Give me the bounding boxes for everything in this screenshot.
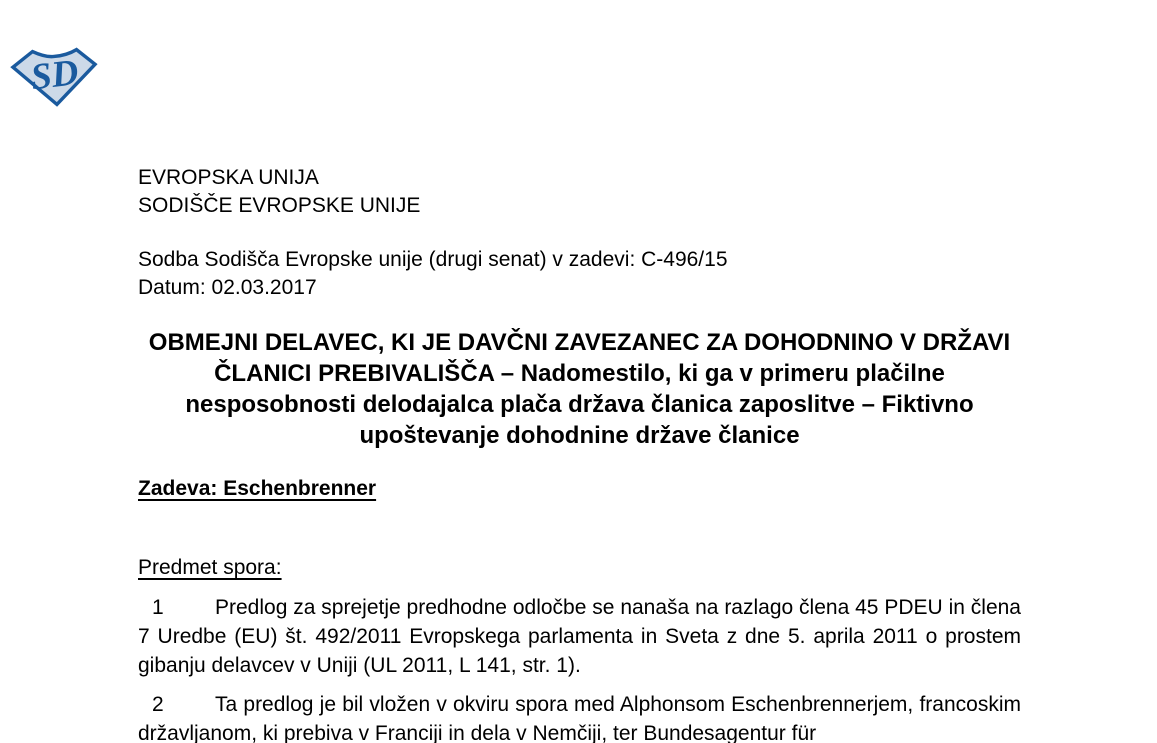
court-sd-shield-logo	[10, 46, 98, 108]
paragraph	[138, 593, 1021, 680]
judgment-date-line: Datum: 02.03.2017	[138, 276, 317, 299]
header-institution-line2: SODIŠČE EVROPSKE UNIJE	[138, 194, 421, 217]
case-name-label: Zadeva: Eschenbrenner	[138, 477, 377, 500]
paragraph	[138, 690, 1021, 743]
case-info	[138, 246, 1021, 302]
section-heading-label: Predmet spora:	[138, 556, 282, 579]
section-heading	[138, 556, 1021, 580]
judgment-reference-line: Sodba Sodišča Evropske unije (drugi senat) v zadevi: C-496/15	[138, 248, 728, 271]
document-title: OBMEJNI DELAVEC, KI JE DAVČNI ZAVEZANEC ZA DOHODNINO V DRŽAVI ČLANICI PREBIVALIŠČA – Nadomestilo, ki ga v primeru plačilne nesposobnosti delodajalca plača država članica zaposlitve – Fiktivno upoštevanje dohodnine države članice	[148, 329, 1011, 449]
paragraph-number: 1	[152, 596, 164, 619]
case-name-heading	[138, 477, 1021, 501]
document-header	[138, 164, 1021, 220]
paragraph-text: Ta predlog je bil vložen v okviru spora med Alphonsom Eschenbrennerjem, francoskim državljanom, ki prebiva v Franciji in dela v Nemčiji, ter Bundesagentur für	[138, 693, 1021, 743]
body-paragraphs	[138, 593, 1021, 743]
paragraph-text: Predlog za sprejetje predhodne odločbe se nanaša na razlago člena 45 PDEU in člena 7 Uredbe (EU) št. 492/2011 Evropskega parlamenta in Sveta z dne 5. aprila 2011 o prostem gibanju delavcev v Uniji (UL 2011, L 141, str. 1).	[138, 596, 1021, 677]
paragraph-number: 2	[152, 693, 164, 716]
svg-text:SD: SD	[28, 51, 81, 99]
sd-shield-icon	[10, 46, 98, 108]
header-institution-line1: EVROPSKA UNIJA	[138, 166, 319, 189]
